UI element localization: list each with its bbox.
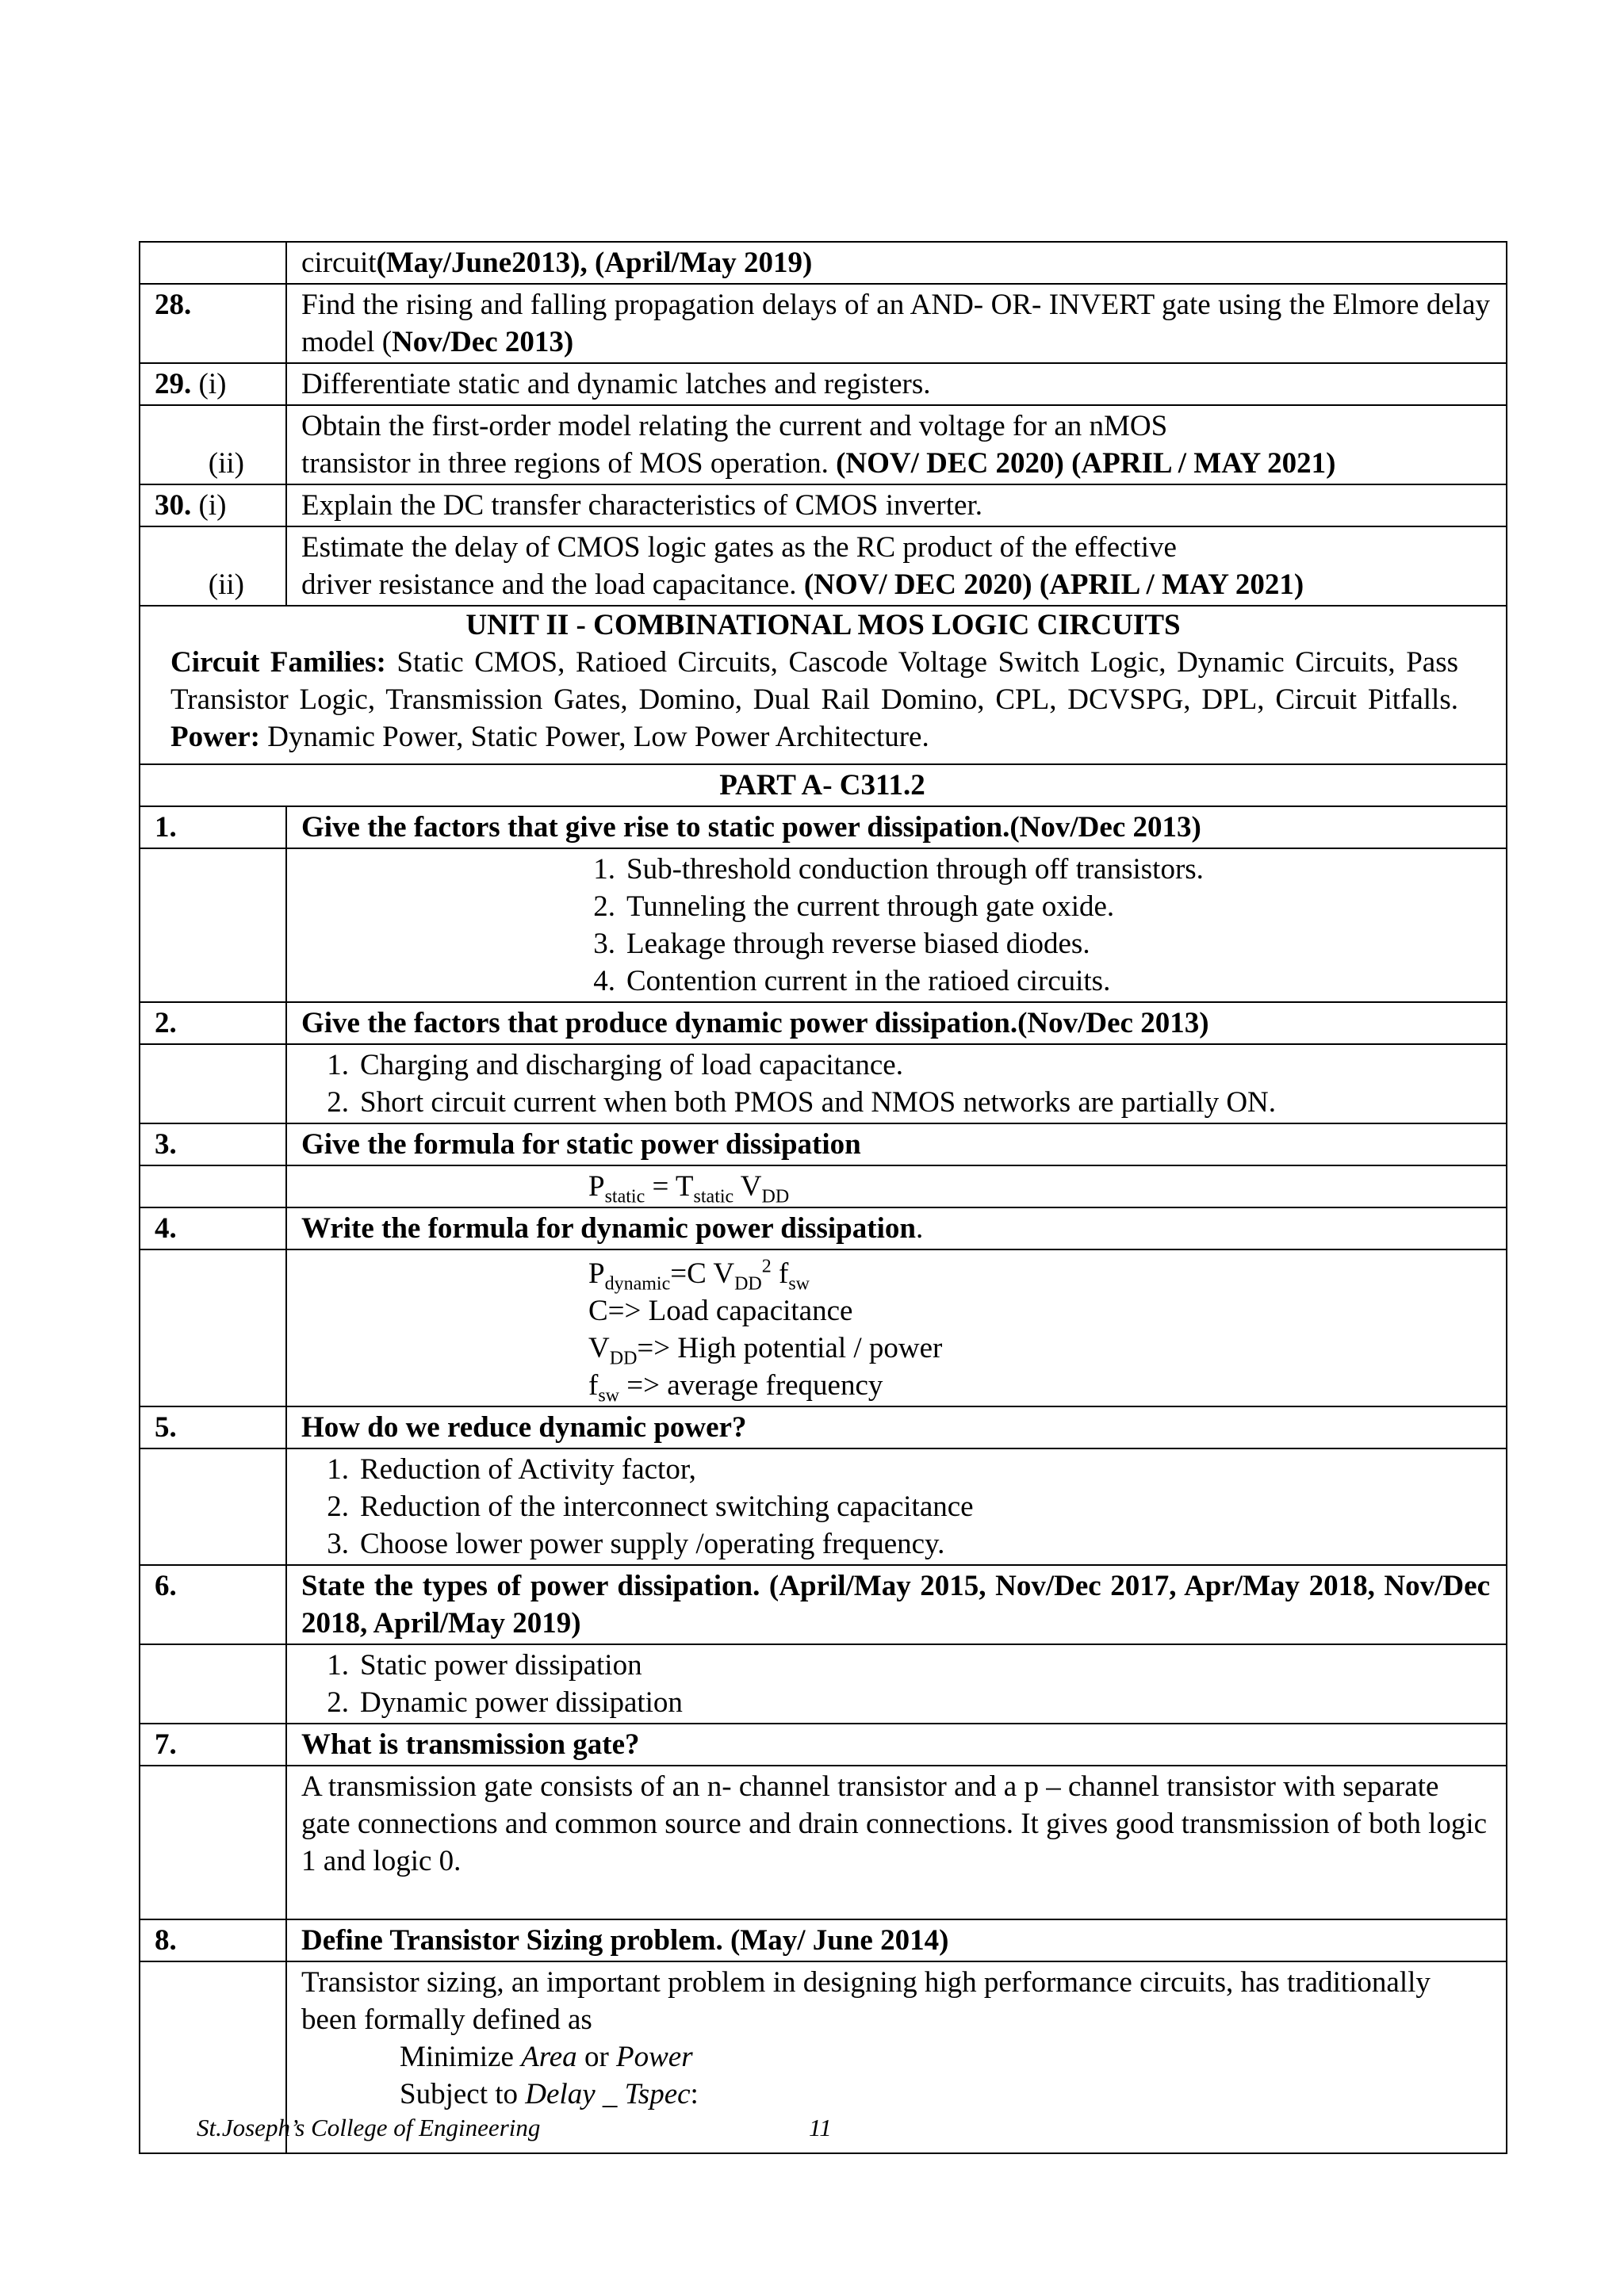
table-row [140, 1766, 1507, 1919]
question-text: transistor in three regions of MOS operation. [301, 447, 829, 480]
college-name: St.Joseph’s College of Engineering [197, 2114, 541, 2141]
list-item: 1. Static power dissipation [327, 1649, 642, 1682]
question-number: 2. [155, 1007, 177, 1039]
empty-cell [140, 1165, 286, 1207]
table-row [140, 363, 1507, 405]
question-number-cell [140, 1123, 286, 1165]
answer-cell [286, 1448, 1507, 1565]
table-row [140, 806, 1507, 848]
question-number-cell [140, 526, 286, 606]
table-row [140, 1724, 1507, 1766]
answer-cell [286, 1249, 1507, 1406]
table-row [140, 1165, 1507, 1207]
question-number-cell [140, 363, 286, 405]
table-row [140, 405, 1507, 484]
list-item: 2. Short circuit current when both PMOS and NMOS networks are partially ON. [327, 1086, 1277, 1119]
answer-cell [286, 1165, 1507, 1207]
question-number: 5. [155, 1411, 177, 1444]
sub-part-label: (ii) [208, 447, 244, 480]
sub-part-label: (i) [198, 368, 227, 400]
answer-cell [286, 848, 1507, 1002]
question-text: Write the formula for dynamic power dissipation [301, 1212, 916, 1245]
question-cell [286, 242, 1507, 284]
question-text: State the types of power dissipation. (April/May 2015, Nov/Dec 2017, Apr/May 2018, Nov/Dec 2018, April/May 2019) [286, 1565, 1507, 1644]
question-text: Give the factors that give rise to static power dissipation.(Nov/Dec 2013) [286, 806, 1507, 848]
sub-part-label: (ii) [208, 568, 244, 601]
unit-title: UNIT II - COMBINATIONAL MOS LOGIC CIRCUITS [465, 609, 1181, 641]
definition-line: $f_{sw}$ => average frequency [588, 1369, 883, 1406]
table-row [140, 1123, 1507, 1165]
question-number: 3. [155, 1128, 177, 1161]
unit-header-cell [140, 606, 1507, 764]
answer-cell [286, 1766, 1507, 1919]
list-item: 3. Leakage through reverse biased diodes. [593, 928, 1090, 960]
question-cell [286, 405, 1507, 484]
question-number-cell [140, 806, 286, 848]
question-cell [286, 526, 1507, 606]
question-number: 4. [155, 1212, 177, 1245]
list-item: 1. Reduction of Activity factor, [327, 1453, 696, 1486]
empty-cell [140, 1044, 286, 1123]
question-text: Find the rising and falling propagation delays of an AND- OR- INVERT gate using the Elmore delay model ( [301, 289, 1490, 358]
static-power-formula: $P_{static} = T_{static}$ $V_{DD}$ [588, 1170, 790, 1207]
empty-cell [140, 1766, 286, 1919]
answer-cell [286, 1044, 1507, 1123]
empty-cell [140, 848, 286, 1002]
table-row [140, 606, 1507, 764]
table-row [140, 484, 1507, 526]
question-number-cell [140, 484, 286, 526]
exam-reference: Nov/Dec 2013) [392, 326, 574, 358]
exam-reference: (NOV/ DEC 2020) (APRIL / MAY 2021) [836, 447, 1336, 480]
question-cell [286, 363, 1507, 405]
question-number: 29. [155, 368, 192, 400]
unit-syllabus [140, 644, 1506, 763]
question-number: 6. [155, 1570, 177, 1602]
syllabus-text: Dynamic Power, Static Power, Low Power Architecture. [260, 721, 929, 753]
question-text: driver resistance and the load capacitance. [301, 568, 797, 601]
table-row [140, 1207, 1507, 1249]
table-row [140, 1044, 1507, 1123]
table-row [140, 764, 1507, 806]
exam-reference: (May/June2013), (April/May 2019) [376, 247, 813, 279]
question-cell: Write the formula for dynamic power dissipation. [286, 1207, 1507, 1249]
answer-text: Transistor sizing, an important problem in designing high performance circuits, has traditionally been formally defined as [301, 1966, 1431, 2036]
definition-line: $V_{DD}=>$ High potential / power [588, 1332, 943, 1369]
page-number: 11 [809, 2114, 832, 2141]
list-item: 1. Charging and discharging of load capacitance. [327, 1049, 903, 1081]
list-item: 2. Reduction of the interconnect switching capacitance [327, 1490, 974, 1523]
table-row [140, 1565, 1507, 1644]
sub-part-label: (i) [198, 489, 227, 522]
table-row [140, 1406, 1507, 1448]
list-item: 1. Sub-threshold conduction through off transistors. [593, 853, 1204, 886]
question-number-cell [140, 1002, 286, 1044]
question-text: Define Transistor Sizing problem. (May/ June 2014) [286, 1919, 1507, 1961]
question-text: Obtain the first-order model relating the current and voltage for an nMOS [301, 410, 1168, 442]
list-item: 3. Choose lower power supply /operating frequency. [327, 1528, 945, 1560]
answer-text: A transmission gate consists of an n- channel transistor and a p – channel transistor with separate gate connections and common source and drain connections. It gives good transmission of both logic 1 and logic 0. [301, 1770, 1488, 1877]
table-row [140, 284, 1507, 363]
subject-line: Subject to Delay _ Tspec: [400, 2078, 699, 2110]
question-table [139, 241, 1507, 2154]
table-row [140, 526, 1507, 606]
question-number: 30. [155, 489, 192, 522]
empty-cell [140, 1644, 286, 1724]
page-footer [197, 2114, 832, 2142]
question-number: 7. [155, 1728, 177, 1761]
question-number: 1. [155, 811, 177, 844]
list-item: 2. Dynamic power dissipation [327, 1686, 683, 1719]
syllabus-label: Power: [170, 721, 260, 753]
question-number-cell [140, 284, 286, 363]
list-item: 2. Tunneling the current through gate oxide. [593, 890, 1115, 923]
question-number-cell [140, 1919, 286, 1961]
question-text: What is transmission gate? [286, 1724, 1507, 1766]
answer-list [301, 1451, 1490, 1563]
list-item: 4. Contention current in the ratioed circuits. [593, 965, 1111, 997]
question-text: Differentiate static and dynamic latches and registers. [301, 368, 931, 400]
question-cell [286, 1002, 1507, 1044]
answer-list [301, 1647, 1490, 1721]
minimize-line: Minimize Area or Power [400, 2041, 693, 2073]
table-row [140, 1448, 1507, 1565]
table-row [140, 1002, 1507, 1044]
question-text: circuit [301, 247, 377, 279]
dynamic-power-formula: $P_{dynamic}=C$ $V_{DD}^2$ $f_{sw}$ [588, 1256, 810, 1295]
question-number-cell [140, 1565, 286, 1644]
question-number-cell [140, 1724, 286, 1766]
table-row [140, 848, 1507, 1002]
definition-line: C=> Load capacitance [588, 1295, 853, 1327]
answer-list [301, 851, 1490, 1000]
question-number: 8. [155, 1924, 177, 1957]
table-row [140, 1249, 1507, 1406]
part-heading: PART A- C311.2 [140, 764, 1507, 806]
question-number-cell [140, 1207, 286, 1249]
exam-reference: (NOV/ DEC 2020) (APRIL / MAY 2021) [803, 568, 1304, 601]
question-cell [286, 284, 1507, 363]
question-number-cell [140, 1406, 286, 1448]
question-number: 28. [155, 289, 192, 321]
question-text: How do we reduce dynamic power? [286, 1406, 1507, 1448]
syllabus-label: Circuit Families: [170, 646, 386, 679]
table-row [140, 242, 1507, 284]
question-text: Give the factors that produce dynamic power dissipation [301, 1007, 1010, 1039]
answer-cell [286, 1644, 1507, 1724]
syllabus-text: Static CMOS, Ratioed Circuits, Cascode Voltage Switch Logic, Dynamic Circuits, Pass Transistor Logic, Transmission Gates, Domino, Dual Rail Domino, CPL, DCVSPG, DPL, Circuit Pitfalls. [170, 646, 1459, 716]
question-number-cell [140, 242, 286, 284]
table-row [140, 1919, 1507, 1961]
exam-reference: .(Nov/Dec 2013) [1009, 1007, 1209, 1039]
empty-cell [140, 1448, 286, 1565]
question-text: Give the formula for static power dissipation [286, 1123, 1507, 1165]
question-text: Explain the DC transfer characteristics of CMOS inverter. [301, 489, 982, 522]
question-text: Estimate the delay of CMOS logic gates as the RC product of the effective [301, 531, 1177, 564]
empty-cell [140, 1249, 286, 1406]
table-row [140, 1644, 1507, 1724]
answer-list [301, 1047, 1490, 1121]
question-cell [286, 484, 1507, 526]
question-number-cell [140, 405, 286, 484]
